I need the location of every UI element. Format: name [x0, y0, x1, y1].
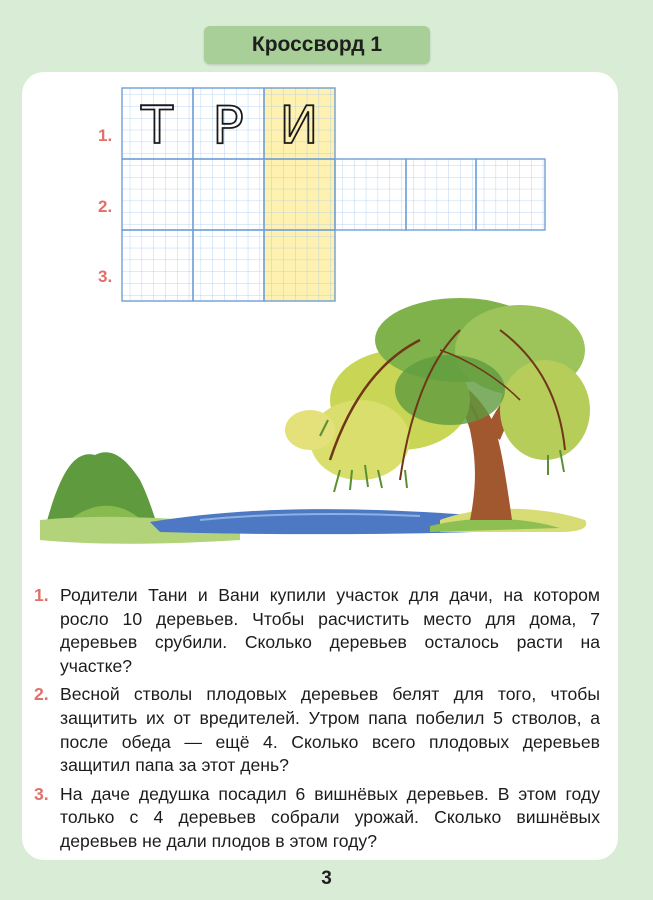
- page-title: Кроссворд 1: [204, 26, 430, 64]
- crossword-letter: И: [279, 96, 319, 156]
- task-item: [34, 584, 600, 678]
- crossword-row-label: 3.: [98, 267, 113, 286]
- task-number: 3.: [34, 783, 49, 804]
- crossword-row-label: 2.: [98, 197, 113, 216]
- crossword-letter: Р: [212, 96, 244, 156]
- task-item: [34, 783, 600, 854]
- crossword-letter: Т: [141, 96, 173, 156]
- task-text: На даче дедушка посадил 6 вишнёвых деревьев. В этом году только с 4 деревьев собрали урожай. Сколько вишнёвых деревьев не дали плодов в этом году?: [60, 783, 600, 851]
- task-number: 2.: [34, 684, 49, 705]
- page-number: 3: [321, 868, 332, 889]
- task-item: [34, 683, 600, 777]
- task-list: [34, 584, 600, 859]
- task-text: Весной стволы плодовых деревьев белят для того, чтобы защитить их от вредителей. Утром папа побелил 5 стволов, а после обеда — ещё 4. Сколько всего плодовых деревьев защитил папа за этот день?: [60, 684, 600, 776]
- task-text: Родители Тани и Вани купили участок для дачи, на котором росло 10 деревьев. Чтобы расчистить место для дома, 7 деревьев срубили. Сколько деревьев осталось расти на участке?: [60, 585, 600, 676]
- task-number: 1.: [34, 585, 49, 605]
- crossword-row-label: 1.: [98, 126, 113, 145]
